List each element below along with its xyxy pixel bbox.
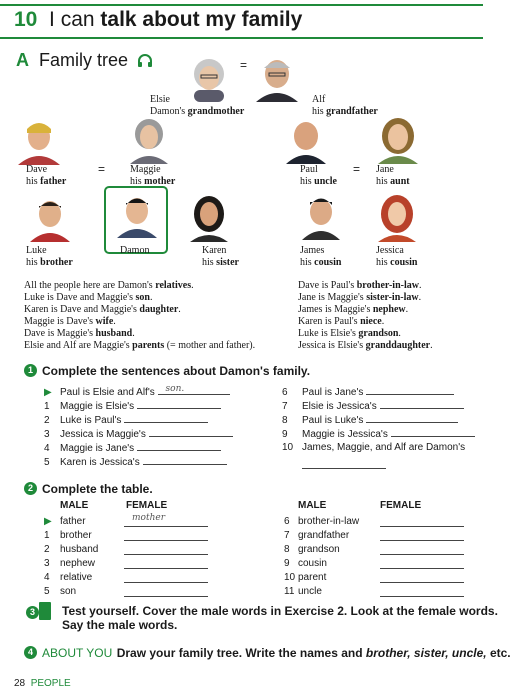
page-footer (14, 678, 71, 689)
damon-label: Damon (120, 245, 150, 256)
ex2-answer-2[interactable] (124, 554, 208, 555)
ex2-answer-6[interactable] (380, 526, 464, 527)
jessica-portrait (374, 192, 420, 242)
jane-label: Jane his aunt (376, 164, 410, 187)
exercise-1-heading: 1 Complete the sentences about Damon's family. (24, 362, 310, 380)
ex2-row-7: 7 grandfather (284, 530, 350, 541)
desc-line: Karen is Dave and Maggie's daughter. (24, 303, 181, 315)
dave-maggie-equals: = (98, 162, 106, 176)
karen-label: Karen his sister (202, 245, 239, 268)
ex1-answer-7[interactable] (380, 400, 464, 409)
title-rule (0, 37, 483, 39)
desc-line: Karen is Paul's niece. (298, 315, 385, 327)
ex2-row-5: 5 son (44, 586, 77, 597)
ex1-answer-9[interactable] (391, 428, 475, 437)
exercise-3-number: 3 (26, 606, 39, 619)
ex1-item-2: 2 Luke is Paul's (44, 414, 208, 427)
ex1-item-9: 9 Maggie is Jessica's (282, 428, 475, 441)
page-number: 28 (14, 678, 26, 689)
ex2-answer-9[interactable] (380, 568, 464, 569)
top-rule (0, 4, 483, 6)
ex2-female-header-left: FEMALE (126, 500, 168, 511)
luke-label: Luke his brother (26, 245, 73, 268)
ex1-item-7: 7 Elsie is Jessica's (282, 400, 464, 413)
ex2-example-answer: mother (132, 513, 165, 523)
ex2-answer-8[interactable] (380, 554, 464, 555)
ex1-example-answer-line: son. (158, 386, 230, 395)
luke-portrait (26, 194, 74, 242)
ex1-example: ▶ Paul is Elsie and Alf's son. (44, 386, 230, 399)
elsie-alf-equals: = (240, 58, 248, 72)
ex2-row-8: 8 grandson (284, 544, 340, 555)
exercise-4-number: 4 (24, 646, 37, 659)
ex2-answer-10[interactable] (380, 582, 464, 583)
cover-card-icon (38, 601, 52, 621)
desc-line: Luke is Elsie's grandson. (298, 327, 401, 339)
ex2-male-header-left: MALE (60, 500, 89, 511)
karen-portrait (186, 192, 232, 242)
ex1-item-1: 1 Maggie is Elsie's (44, 400, 221, 413)
ex2-female-header-right: FEMALE (380, 500, 422, 511)
ex2-row-9: 9 cousin (284, 558, 327, 569)
ex2-male-header-right: MALE (298, 500, 327, 511)
ex2-example-line (124, 526, 208, 527)
exercise-4-heading: 4 ABOUT YOU Draw your family tree. Write the names and brother, sister, uncle, etc. (24, 644, 511, 662)
ex2-answer-1[interactable] (124, 540, 208, 541)
damon-portrait (114, 192, 160, 238)
ex1-answer-3[interactable] (149, 428, 233, 437)
ex2-answer-3[interactable] (124, 568, 208, 569)
desc-line: Maggie is Dave's wife. (24, 315, 116, 327)
ex1-answer-5[interactable] (143, 456, 227, 465)
ex2-row-6: 6 brother-in-law (284, 516, 360, 527)
ex1-item-5: 5 Karen is Jessica's (44, 456, 227, 469)
ex2-answer-7[interactable] (380, 540, 464, 541)
ex1-answer-8[interactable] (366, 414, 458, 423)
jessica-label: Jessica his cousin (376, 245, 418, 268)
desc-line: Dave is Maggie's husband. (24, 327, 135, 339)
ex2-answer-5[interactable] (124, 596, 208, 597)
footer-section: PEOPLE (30, 678, 71, 689)
paul-jane-equals: = (353, 162, 361, 176)
description-left (24, 280, 255, 351)
ex1-item-6: 6 Paul is Jane's (282, 386, 454, 399)
ex1-item-4: 4 Maggie is Jane's (44, 442, 221, 455)
ex1-answer-4[interactable] (137, 442, 221, 451)
page-title: 10 I can talk about my family (14, 8, 303, 31)
ex2-row-1: 1 brother (44, 530, 92, 541)
desc-line: Jane is Maggie's sister-in-law. (298, 291, 422, 303)
exercise-3-text: Test yourself. Cover the male words in Exercise 2. Look at the female words. Say the male words. (62, 604, 498, 632)
exercise-1-number: 1 (24, 364, 37, 377)
desc-line: Luke is Dave and Maggie's son. (24, 291, 153, 303)
maggie-label: Maggie his mother (130, 164, 176, 187)
james-label: James his cousin (300, 245, 342, 268)
desc-line: James is Maggie's nephew. (298, 303, 409, 315)
ex2-row-4: 4 relative (44, 572, 93, 583)
ex1-answer-10[interactable] (302, 468, 386, 469)
description-right (298, 280, 433, 351)
ex2-row-example: ▶ father (44, 516, 86, 527)
headphones-icon (137, 54, 153, 68)
ex2-answer-4[interactable] (124, 582, 208, 583)
maggie-portrait (126, 116, 172, 164)
ex1-answer-1[interactable] (137, 400, 221, 409)
alf-portrait (252, 54, 302, 102)
ex2-row-2: 2 husband (44, 544, 99, 555)
ex2-row-11: 11 uncle (284, 586, 322, 597)
desc-line: All the people here are Damon's relatives. (24, 280, 194, 291)
exercise-2-heading: 2 Complete the table. (24, 480, 153, 498)
dave-label: Dave his father (26, 164, 67, 187)
desc-line: Jessica is Elsie's granddaughter. (298, 339, 433, 351)
desc-line: Elsie and Alf are Maggie's parents (= mother and father). (24, 339, 256, 351)
desc-line: Dave is Paul's brother-in-law. (298, 280, 422, 291)
paul-label: Paul his uncle (300, 164, 337, 187)
ex2-row-10: 10 parent (284, 572, 327, 583)
ex1-item-3: 3 Jessica is Maggie's (44, 428, 233, 441)
ex1-item-10: 10 James, Maggie, and Alf are Damon's (282, 442, 466, 453)
ex2-answer-11[interactable] (380, 596, 464, 597)
elsie-label: Elsie Damon's grandmother (150, 94, 245, 117)
ex1-item-8: 8 Paul is Luke's (282, 414, 458, 427)
james-portrait (298, 192, 344, 240)
ex1-answer-2[interactable] (124, 414, 208, 423)
section-a-heading: A Family tree (16, 50, 153, 71)
jane-portrait (374, 114, 422, 164)
ex1-answer-6[interactable] (366, 386, 454, 395)
dave-portrait (14, 117, 64, 165)
exercise-2-number: 2 (24, 482, 37, 495)
ex2-row-3: 3 nephew (44, 558, 96, 569)
paul-portrait (282, 116, 330, 164)
alf-label: Alf his grandfather (312, 94, 378, 117)
